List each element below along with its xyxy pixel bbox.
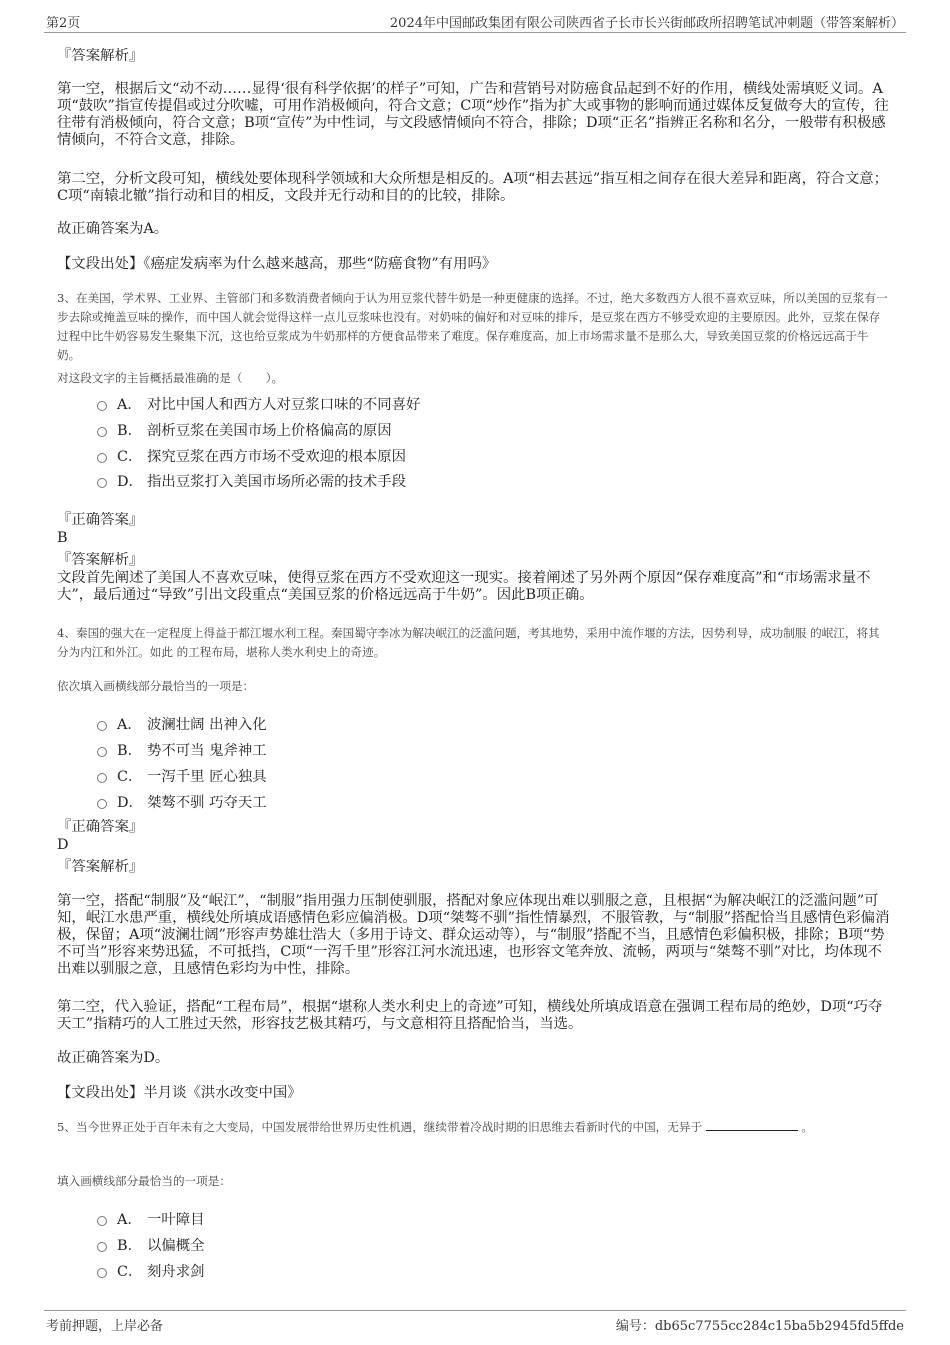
q2-source: 【文段出处】《癌症发病率为什么越来越高，那些“防癌食物”有用吗》: [57, 256, 497, 272]
q4-source: 【文段出处】半月谈《洪水改变中国》: [57, 1085, 302, 1101]
q4-answer-label: 『正确答案』: [57, 819, 144, 835]
q3-analysis-label: 『答案解析』: [57, 552, 144, 568]
radio-icon[interactable]: [97, 453, 107, 463]
q5-question: 填入画横线部分最恰当的一项是：: [57, 1174, 231, 1188]
q3-question: 对这段文字的主旨概括最准确的是（ ）。: [57, 371, 284, 385]
radio-icon[interactable]: [97, 747, 107, 757]
option-letter: C．: [117, 769, 143, 785]
option-text: 探究豆浆在西方市场不受欢迎的根本原因: [147, 449, 407, 465]
q3-option-b[interactable]: [97, 419, 392, 440]
radio-icon[interactable]: [97, 401, 107, 411]
q4-conclusion: 故正确答案为D。: [57, 1050, 170, 1066]
radio-icon[interactable]: [97, 427, 107, 437]
q3-answer-label: 『正确答案』: [57, 512, 144, 528]
q4-stem: 4、秦国的强大在一定程度上得益于都江堰水利工程。秦国蜀守李冰为解决岷江的泛滥问题，考其地势，采用中流作堰的方法，因势利导，成功制服 的岷江，将其分为内江和外江。如此 的工程布局，堪称人类水利史上的奇迹。: [57, 626, 880, 659]
option-letter: C．: [117, 449, 143, 465]
option-letter: D．: [117, 795, 143, 811]
q4-option-a[interactable]: [97, 713, 267, 734]
option-letter: B．: [117, 743, 142, 759]
radio-icon[interactable]: [97, 1268, 107, 1278]
q4-analysis-label: 『答案解析』: [57, 859, 144, 875]
option-text: 剖析豆浆在美国市场上价格偏高的原因: [147, 423, 392, 439]
option-letter: A．: [117, 1212, 142, 1228]
q2-analysis-label: 『答案解析』: [57, 48, 144, 64]
option-text: 一叶障目: [147, 1212, 205, 1228]
option-text: 桀骜不驯 巧夺天工: [147, 795, 267, 811]
option-letter: B．: [117, 1238, 142, 1254]
option-letter: B．: [117, 423, 142, 439]
page-number: 第2页: [46, 16, 81, 31]
q2-conclusion: 故正确答案为A。: [57, 221, 169, 237]
document-id: 编号：db65c7755cc284c15ba5b2945fd5ffde: [615, 1319, 904, 1334]
q4-option-c[interactable]: [97, 765, 267, 786]
footer-divider: [44, 1310, 906, 1311]
q3-analysis: 文段首先阐述了美国人不喜欢豆味，使得豆浆在西方不受欢迎这一现实。接着阐述了另外两个原因“保存难度高”和“市场需求量不大”，最后通过“导致”引出文段重点“美国豆浆的价格远远高于牛奶”。因此B项正确。: [57, 570, 871, 603]
q3-option-d[interactable]: [97, 470, 406, 491]
option-text: 以偏概全: [147, 1238, 205, 1254]
option-text: 一泻千里 匠心独具: [147, 769, 267, 785]
option-letter: A．: [117, 717, 142, 733]
q4-question: 依次填入画横线部分最恰当的一项是：: [57, 679, 255, 693]
q5-stem-end: 。: [801, 1120, 814, 1134]
document-title: 2024年中国邮政集团有限公司陕西省子长市长兴街邮政所招聘笔试冲刺题（带答案解析）: [389, 16, 904, 31]
footer-tagline: 考前押题，上岸必备: [46, 1319, 164, 1334]
radio-icon[interactable]: [97, 773, 107, 783]
option-letter: D．: [117, 474, 143, 490]
q3-stem: 3、在美国，学术界、工业界、主管部门和多数消费者倾向于认为用豆浆代替牛奶是一种更健康的选择。不过，绝大多数西方人很不喜欢豆味，所以美国的豆浆有一步去除或掩盖豆味的操作，而中国人就会觉得这样一点儿豆浆味也没有。对奶味的偏好和对豆味的排斥，是豆浆在西方不够受欢迎的主要原因。此外，豆浆在保存过程中比牛奶容易发生聚集下沉，这也给豆浆成为牛奶那样的方便食品带来了难度。保存难度高，加上市场需求量不是那么大，导致美国豆浆的价格远远高于牛奶。: [57, 291, 888, 362]
option-text: 波澜壮阔 出神入化: [147, 717, 267, 733]
q4-option-d[interactable]: [97, 791, 267, 812]
q5-option-c[interactable]: [97, 1260, 205, 1281]
q4-option-b[interactable]: [97, 739, 267, 760]
q3-option-a[interactable]: [97, 393, 420, 414]
q5-stem-text: 5、当今世界正处于百年未有之大变局，中国发展带给世界历史性机遇，继续带着冷战时期的旧思维去看新时代的中国，无异于: [57, 1120, 703, 1134]
header-divider: [44, 32, 906, 33]
option-letter: A．: [117, 397, 142, 413]
radio-icon[interactable]: [97, 1242, 107, 1252]
q5-stem: [57, 1118, 891, 1137]
q3-option-c[interactable]: [97, 445, 406, 466]
radio-icon[interactable]: [97, 799, 107, 809]
option-text: 对比中国人和西方人对豆浆口味的不同喜好: [147, 397, 421, 413]
option-text: 刻舟求剑: [147, 1264, 205, 1280]
q5-option-a[interactable]: [97, 1208, 205, 1229]
q2-analysis-para1: 第一空，根据后文“动不动……显得‘很有科学依据’的样子”可知，广告和营销号对防癌食品起到不好的作用，横线处需填贬义词。A项“鼓吹”指宣传提倡或过分吹嘘，可用作消极倾向，符合文意；C项“炒作”指为扩大或事物的影响而通过媒体反复做夸大的宣传，往往带有消极倾向，符合文意；B项“宣传”为中性词，与文段感情倾向不符合，排除；D项“正名”指辨正名称和名分，一般带有积极感情倾向，不符合文意，排除。: [57, 81, 889, 148]
q2-analysis-para2: 第二空，分析文段可知，横线处要体现科学领域和大众所想是相反的。A项“相去甚远”指互相之间存在很大差异和距离，符合文意；C项“南辕北辙”指行动和目的相反，文段并无行动和目的的比较，排除。: [57, 171, 888, 204]
radio-icon[interactable]: [97, 478, 107, 488]
q4-answer: D: [57, 837, 69, 853]
option-letter: C．: [117, 1264, 143, 1280]
option-text: 势不可当 鬼斧神工: [147, 743, 267, 759]
option-text: 指出豆浆打入美国市场所必需的技术手段: [147, 474, 407, 490]
radio-icon[interactable]: [97, 721, 107, 731]
q5-option-b[interactable]: [97, 1234, 205, 1255]
q4-analysis-para2: 第二空，代入验证，搭配“工程布局”，根据“堪称人类水利史上的奇迹”可知，横线处所填成语意在强调工程布局的绝妙，D项“巧夺天工”指精巧的人工胜过天然，形容技艺极其精巧，与文意相符且搭配恰当，当选。: [57, 999, 883, 1032]
radio-icon[interactable]: [97, 1216, 107, 1226]
q3-answer: B: [57, 530, 68, 546]
q5-fill-blank: [706, 1119, 798, 1131]
q4-analysis-para1: 第一空，搭配“制服”及“岷江”，“制服”指用强力压制使驯服，搭配对象应体现出难以驯服之意，且根据“为解决岷江的泛滥问题”可知，岷江水患严重，横线处所填成语感情色彩应偏消极。D项“桀骜不驯”指性情暴烈，不服管教，与“制服”搭配恰当且感情色彩偏消极，保留；A项“波澜壮阔”形容声势雄壮浩大（多用于诗文、群众运动等），与“制服”搭配不当，且感情色彩偏积极，排除；B项“势不可当”形容来势迅猛，不可抵挡，C项“一泻千里”形容江河水流迅速，也形容文笔奔放、流畅，两项与“桀骜不驯”对比，均体现不出难以驯服之意，且感情色彩均为中性，排除。: [57, 893, 890, 977]
